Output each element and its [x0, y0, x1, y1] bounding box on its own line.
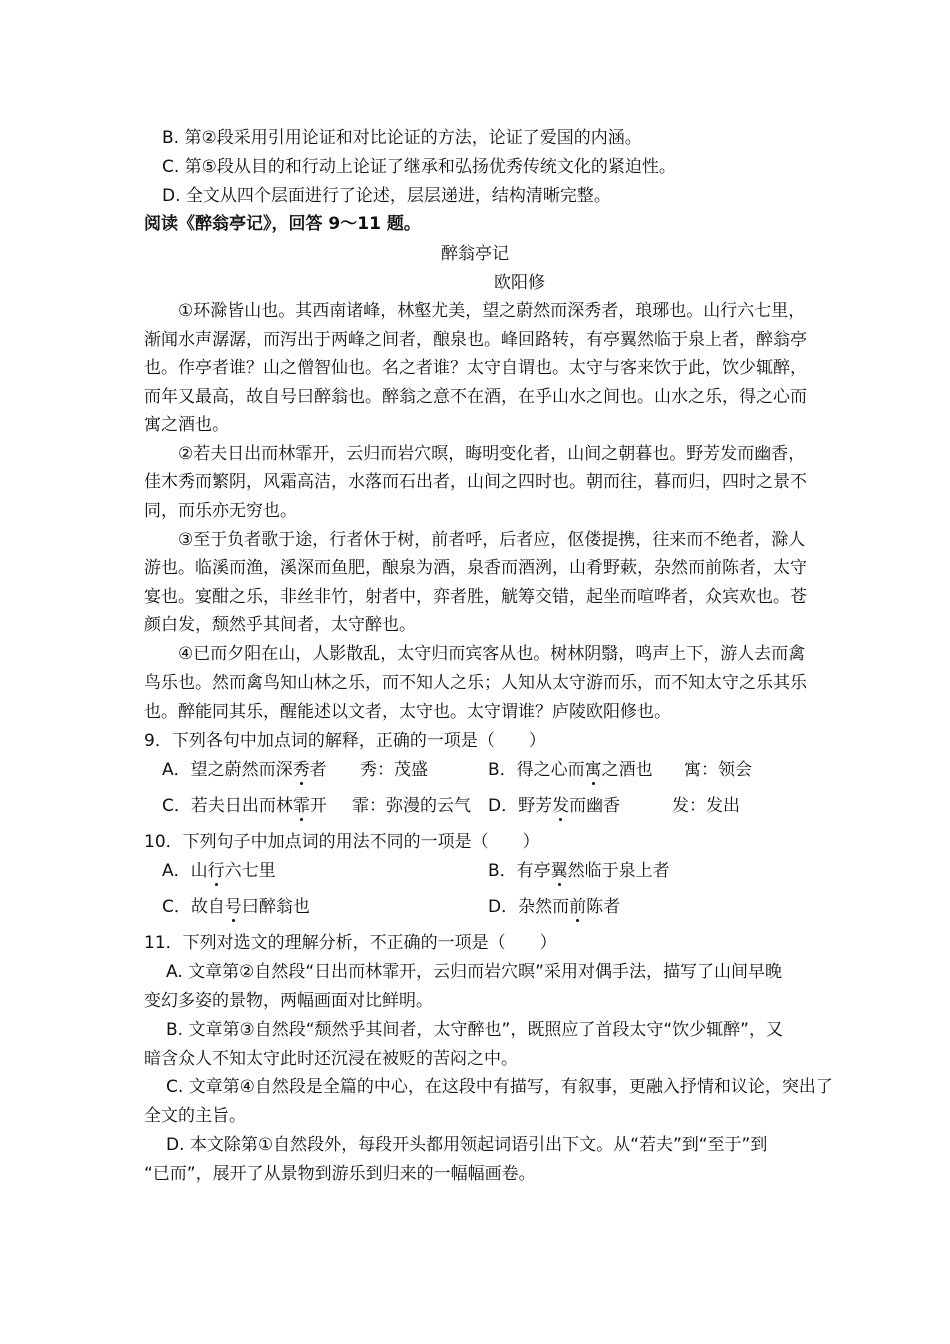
passage-author: 欧阳修 [494, 273, 545, 293]
q11-option-line: 全文的主旨。 [144, 1106, 246, 1126]
q11-option-line: B. 文章第③自然段“颓然乎其间者，太守醉也”，既照应了首段太守“饮少辄醉”，又 [166, 1020, 783, 1040]
q9-gloss-d: 发：发出 [672, 796, 740, 816]
q11-option-line: D. 本文除第①自然段外，每段开头都用领起词语引出下文。从“若夫”到“至于”到 [166, 1135, 768, 1155]
passage-line: 同，而乐亦无穷也。 [144, 501, 297, 521]
q10-option-b: B．有亭翼然临于泉上者 [488, 861, 670, 881]
q10-option-c: C．故自号曰醉翁也 [162, 897, 310, 917]
q11-option-line: 变幻多姿的景物，两幅画面对比鲜明。 [144, 991, 433, 1011]
passage-line: ②若夫日出而林霏开，云归而岩穴暝，晦明变化者，山间之朝暮也。野芳发而幽香， [178, 444, 806, 464]
prev-option-c: C. 第⑤段从目的和行动上论证了继承和弘扬优秀传统文化的紧迫性。 [162, 157, 676, 177]
dotted-word: 号 [224, 897, 242, 917]
q9-option-c: C．若夫日出而林霏开 [162, 796, 327, 816]
dotted-word: 秀 [292, 760, 310, 780]
passage-line: ④已而夕阳在山，人影散乱，太守归而宾客从也。树林阴翳，鸣声上下，游人去而禽 [178, 644, 806, 664]
q11-stem: 11．下列对选文的理解分析，不正确的一项是（ ） [144, 933, 557, 953]
passage-line: 佳木秀而繁阴，风霜高洁，水落而石出者，山间之四时也。朝而往，暮而归，四时之景不 [144, 472, 807, 492]
passage-line: 宴也。宴酣之乐，非丝非竹，射者中，弈者胜，觥筹交错，起坐而喧哗者，众宾欢也。苍 [144, 587, 807, 607]
q9-option-b: B．得之心而寓之酒也 [488, 760, 653, 780]
prev-option-d: D. 全文从四个层面进行了论述，层层递进，结构清晰完整。 [162, 186, 611, 206]
passage-line: 也。醉能同其乐，醒能述以文者，太守也。太守谓谁？庐陵欧阳修也。 [144, 702, 671, 722]
q9-stem: 9．下列各句中加点词的解释，正确的一项是（ ） [144, 731, 546, 751]
q11-option-line: A. 文章第②自然段“日出而林霏开，云归而岩穴暝”采用对偶手法，描写了山间早晚 [166, 962, 782, 982]
passage-line: ①环滁皆山也。其西南诸峰，林壑尤美，望之蔚然而深秀者，琅琊也。山行六七里， [178, 301, 806, 321]
dotted-word: 前 [569, 897, 587, 917]
q9-gloss-a: 秀：茂盛 [360, 760, 428, 780]
passage-title: 醉翁亭记 [441, 244, 509, 264]
dotted-word: 翼 [550, 861, 568, 881]
passage-line: ③至于负者歌于途，行者休于树，前者呼，后者应，伛偻提携，往来而不绝者，滁人 [178, 530, 806, 550]
passage-line: 渐闻水声潺潺，而泻出于两峰之间者，酿泉也。峰回路转，有亭翼然临于泉上者，醉翁亭 [144, 330, 807, 350]
q9-gloss-c: 霏：弥漫的云气 [352, 796, 471, 816]
passage-line: 而年又最高，故自号曰醉翁也。醉翁之意不在酒，在乎山水之间也。山水之乐，得之心而 [144, 387, 807, 407]
q11-option-line: C. 文章第④自然段是全篇的中心，在这段中有描写，有叙事，更融入抒情和议论，突出了 [166, 1077, 833, 1097]
reading-instruction: 阅读《醉翁亭记》，回答 9～11 题。 [144, 214, 421, 234]
q9-option-a: A．望之蔚然而深秀者 [162, 760, 327, 780]
dotted-word: 发 [552, 796, 570, 816]
passage-line: 鸟乐也。然而禽鸟知山林之乐，而不知人之乐；人知从太守游而乐，而不知太守之乐其乐 [144, 673, 807, 693]
q11-option-line: “已而”，展开了从景物到游乐到归来的一幅幅画卷。 [144, 1164, 536, 1184]
prev-option-b: B. 第②段采用引用论证和对比论证的方法，论证了爱国的内涵。 [162, 128, 642, 148]
passage-line: 也。作亭者谁？山之僧智仙也。名之者谁？太守自谓也。太守与客来饮于此，饮少辄醉， [144, 358, 807, 378]
passage-line: 游也。临溪而渔，溪深而鱼肥，酿泉为酒，泉香而酒洌，山肴野蔌，杂然而前陈者，太守 [144, 558, 807, 578]
dotted-word: 寓 [584, 760, 602, 780]
dotted-word: 霏 [292, 796, 310, 816]
q10-option-a: A．山行六七里 [162, 861, 276, 881]
dotted-word: 行 [207, 861, 225, 881]
passage-line: 寓之酒也。 [144, 415, 229, 435]
q9-gloss-b: 寓：领会 [684, 760, 752, 780]
q10-option-d: D．杂然而前陈者 [488, 897, 621, 917]
q9-option-d: D．野芳发而幽香 [488, 796, 621, 816]
q10-stem: 10．下列句子中加点词的用法不同的一项是（ ） [144, 832, 540, 852]
passage-line: 颜白发，颓然乎其间者，太守醉也。 [144, 615, 416, 635]
q11-option-line: 暗含众人不知太守此时还沉浸在被贬的苦闷之中。 [144, 1049, 518, 1069]
